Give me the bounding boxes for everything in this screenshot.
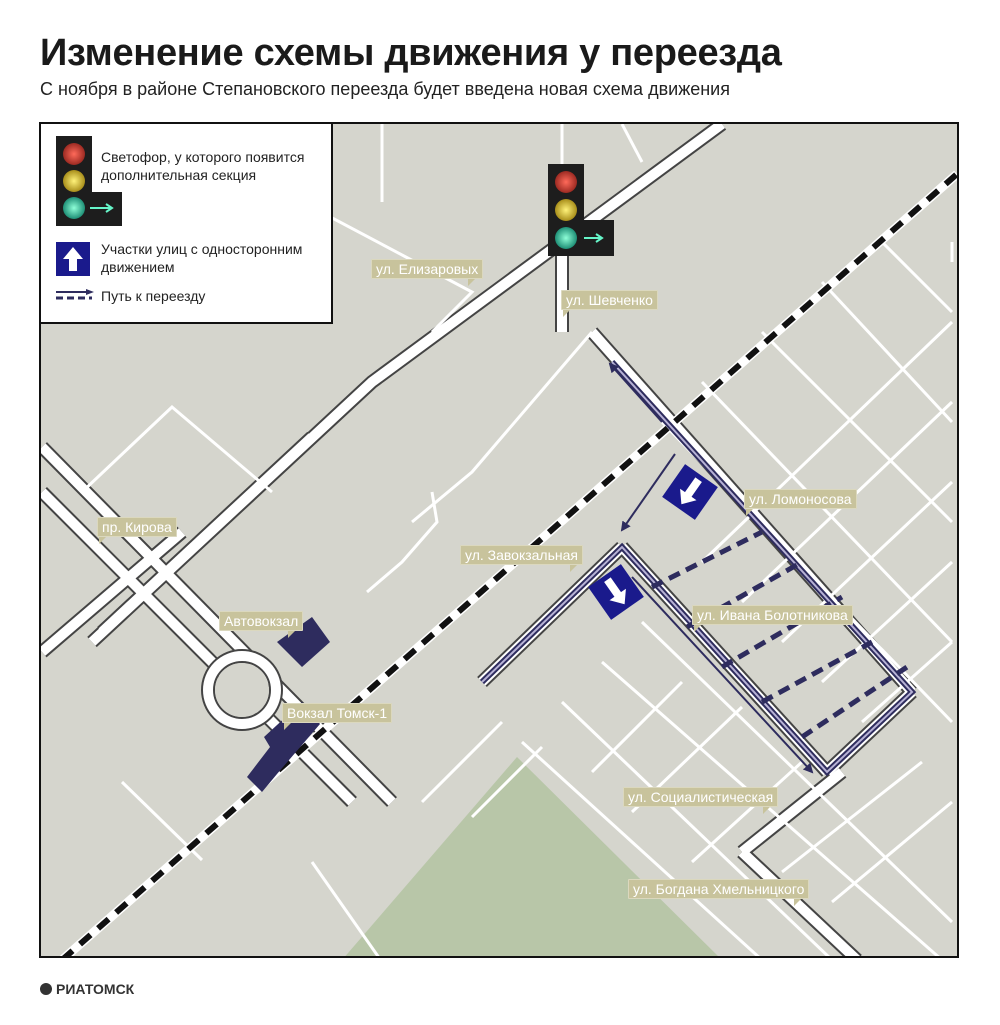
label-pointer xyxy=(763,807,770,814)
street-label-text: ул. Елизаровых xyxy=(376,261,479,277)
label-pointer xyxy=(468,279,475,286)
ria-tomsk-logo xyxy=(40,981,134,997)
label-pointer xyxy=(563,310,570,317)
map xyxy=(39,122,959,958)
logo-mark-icon xyxy=(40,983,52,995)
legend-traffic-light-text: Светофор, у которого появится дополнительная секция xyxy=(101,149,305,183)
legend-one-way-text: Участки улиц с односторонним движением xyxy=(101,241,303,275)
street-label-khmelnitskogo xyxy=(628,879,809,899)
street-label-socialisticheskaya xyxy=(623,787,778,807)
page-subtitle: С ноября в районе Степановского переезда будет введена новая схема движения xyxy=(40,79,730,99)
street-label-elizarovyh xyxy=(371,259,483,279)
one-way-sign-icon xyxy=(56,242,90,276)
legend-route-text: Путь к переезду xyxy=(101,288,206,304)
landmark-label-vokzal xyxy=(282,703,392,723)
label-pointer xyxy=(694,625,701,632)
street-label-shevchenko xyxy=(561,290,658,310)
label-pointer xyxy=(284,723,291,730)
street-label-text: ул. Завокзальная xyxy=(465,547,578,563)
street-label-text: ул. Ивана Болотникова xyxy=(697,607,848,623)
logo-text: РИАТОМСК xyxy=(56,981,135,997)
street-label-kirova xyxy=(97,517,177,537)
street-label-text: пр. Кирова xyxy=(102,519,172,535)
page-title: Изменение схемы движения у переезда xyxy=(40,32,782,74)
street-label-zavokzalnaya xyxy=(460,545,583,565)
street-label-text: ул. Богдана Хмельницкого xyxy=(633,881,805,897)
street-label-text: ул. Шевченко xyxy=(566,292,653,308)
route-arrow-icon xyxy=(56,289,96,301)
landmark-label-text: Вокзал Томск-1 xyxy=(287,705,388,721)
street-label-text: ул. Социалистическая xyxy=(628,789,774,805)
landmark-label-text: Автовокзал xyxy=(224,613,299,629)
label-pointer xyxy=(288,631,295,638)
label-pointer xyxy=(99,537,106,544)
street-label-text: ул. Ломоносова xyxy=(749,491,852,507)
street-label-lomonosova xyxy=(744,489,857,509)
label-pointer xyxy=(570,565,577,572)
street-label-bolotnikova xyxy=(692,605,853,625)
landmark-label-avtovokzal xyxy=(219,611,303,631)
label-pointer xyxy=(794,899,801,906)
label-pointer xyxy=(746,509,753,516)
legend xyxy=(41,124,333,324)
